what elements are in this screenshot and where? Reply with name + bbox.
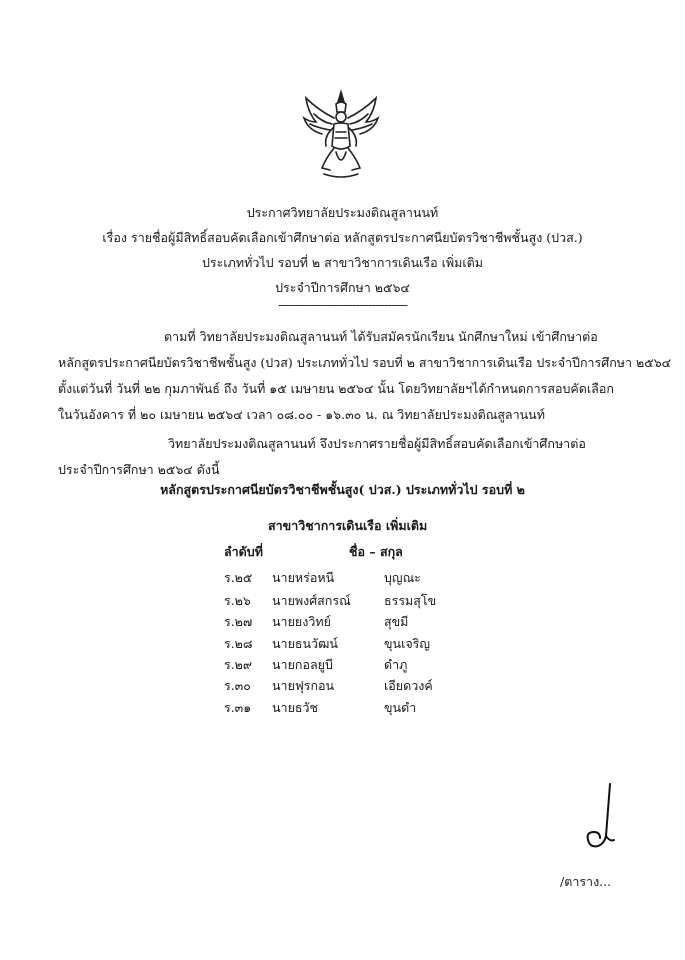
column-header-number: ลำดับที่ xyxy=(224,544,263,559)
garuda-emblem xyxy=(296,88,386,183)
subject-line: เรื่อง รายชื่อผู้มีสิทธิ์สอบคัดเลือกเข้าศึกษาต่อ หลักสูตรประกาศนียบัตรวิชาชีพชั้นสูง (ปวส.) xyxy=(102,230,583,245)
paragraph-1-line-1: ตามที่ วิทยาลัยประมงติณสูลานนท์ ได้รับสมัครนักเรียน นักศึกษาใหม่ เข้าศึกษาต่อ xyxy=(164,329,598,344)
continued-note: /ตาราง... xyxy=(560,874,612,889)
row-first-name: นายฟุรกอน xyxy=(272,678,335,693)
row-number: ร.๓๑ xyxy=(224,700,252,715)
paragraph-2-line-2: ประจำปีการศึกษา ๒๕๖๔ ดังนี้ xyxy=(58,462,220,477)
column-header-name: ชื่อ – สกุล xyxy=(349,544,403,559)
paragraph-1-line-4: ในวันอังคาร ที่ ๒๐ เมษายน ๒๕๖๔ เวลา ๐๘.๐๐ - ๑๖.๓๐ น. ณ วิทยาลัยประมงติณสูลานนท์ xyxy=(58,407,545,422)
table-title: หลักสูตรประกาศนียบัตรวิชาชีพชั้นสูง( ปวส.) ประเภททั่วไป รอบที่ ๒ xyxy=(160,482,525,497)
row-first-name: นายหร่อหนี xyxy=(272,570,335,585)
row-last-name: ดำภู xyxy=(384,657,408,672)
row-number: ร.๒๕ xyxy=(224,570,253,585)
paragraph-1-line-3: ตั้งแต่วันที่ วันที่ ๒๒ กุมภาพันธ์ ถึง วันที่ ๑๕ เมษายน ๒๕๖๔ นั้น โดยวิทยาลัยฯได้กำหนดการสอบคัดเลือก xyxy=(58,381,614,396)
type-line: ประเภททั่วไป รอบที่ ๒ สาขาวิชาการเดินเรือ เพิ่มเติม xyxy=(202,255,483,270)
row-last-name: สุขมี xyxy=(384,614,409,629)
row-last-name: เอียดวงค์ xyxy=(384,678,433,693)
row-first-name: นายธนวัฒน์ xyxy=(272,636,338,651)
divider: ---------------------------------------- xyxy=(278,297,407,312)
row-first-name: นายยงวิทย์ xyxy=(272,614,331,629)
row-first-name: นายพงศ์สกรณ์ xyxy=(272,593,351,608)
row-number: ร.๒๖ xyxy=(224,593,251,608)
row-last-name: ขุนดำ xyxy=(384,700,417,715)
row-last-name: บุญณะ xyxy=(384,570,421,585)
row-number: ร.๒๗ xyxy=(224,614,253,629)
major-heading: สาขาวิชาการเดินเรือ เพิ่มเติม xyxy=(268,518,428,533)
signature xyxy=(566,780,626,860)
row-first-name: นายธวัช xyxy=(272,700,319,715)
year-line: ประจำปีการศึกษา ๒๕๖๔ xyxy=(275,280,410,295)
announcement-title: ประกาศวิทยาลัยประมงติณสูลานนท์ xyxy=(246,205,439,220)
row-first-name: นายกอลยูบี xyxy=(272,657,333,672)
paragraph-2-line-1: วิทยาลัยประมงติณสูลานนท์ จึงประกาศรายชื่อผู้มีสิทธิ์สอบคัดเลือกเข้าศึกษาต่อ xyxy=(168,436,586,451)
row-last-name: ธรรมสุโข xyxy=(384,593,437,608)
row-last-name: ขุนเจริญ xyxy=(384,636,431,651)
row-number: ร.๒๙ xyxy=(224,657,253,672)
row-number: ร.๒๘ xyxy=(224,636,253,651)
paragraph-1-line-2: หลักสูตรประกาศนียบัตรวิชาชีพชั้นสูง (ปวส) ประเภททั่วไป รอบที่ ๒ สาขาวิชาการเดินเรือ ประจำปีการศึกษา ๒๕๖๔ xyxy=(58,355,672,370)
row-number: ร.๓๐ xyxy=(224,678,251,693)
